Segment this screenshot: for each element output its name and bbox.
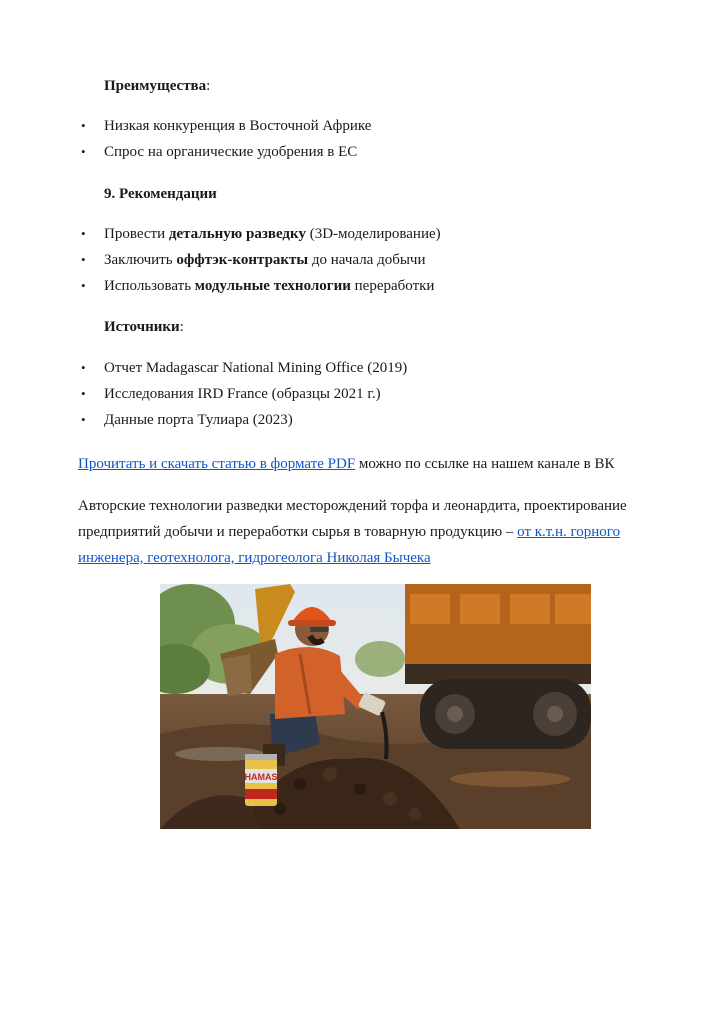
sources-heading: Источники: (104, 319, 184, 335)
mining-worker-image (160, 584, 591, 829)
sources-list (0, 358, 407, 436)
author-link[interactable]: от к.т.н. горного инженера, геотехнолога, гидрогеолога Николая Бычека (78, 524, 621, 566)
list-item: • Спрос на органические удобрения в ЕС (0, 142, 371, 168)
list-item: • Использовать модульные технологии переработки (0, 276, 441, 302)
recommendations-heading: 9. Рекомендации (104, 186, 217, 202)
advantages-list (0, 116, 371, 168)
list-item: • Отчет Madagascar National Mining Office (2019) (0, 358, 407, 384)
advantages-heading: Преимущества: (104, 78, 211, 94)
list-item: • Данные порта Тулиара (2023) (0, 410, 407, 436)
mining-illustration (160, 584, 591, 829)
list-item: • Провести детальную разведку (3D-моделирование) (0, 224, 441, 250)
recommendations-list (0, 224, 441, 302)
list-item: • Исследования IRD France (образцы 2021 г.) (0, 384, 407, 410)
list-item: • Низкая конкуренция в Восточной Африке (0, 116, 371, 142)
list-item: • Заключить оффтэк-контракты до начала добычи (0, 250, 441, 276)
can-label: HAMAS (244, 772, 278, 782)
pdf-download-link[interactable]: Прочитать и скачать статью в формате PDF (78, 456, 356, 472)
author-note: Авторские технологии разведки месторождений торфа и леонардита, проектирование предприятий добычи и переработки сырья в товарную продукцию – от к.т.н. горного инженера, геотехнолога, гидрогеолога Николая Бычека (78, 498, 627, 566)
pdf-note: Прочитать и скачать статью в формате PDF можно по ссылке на нашем канале в ВК (78, 456, 615, 472)
